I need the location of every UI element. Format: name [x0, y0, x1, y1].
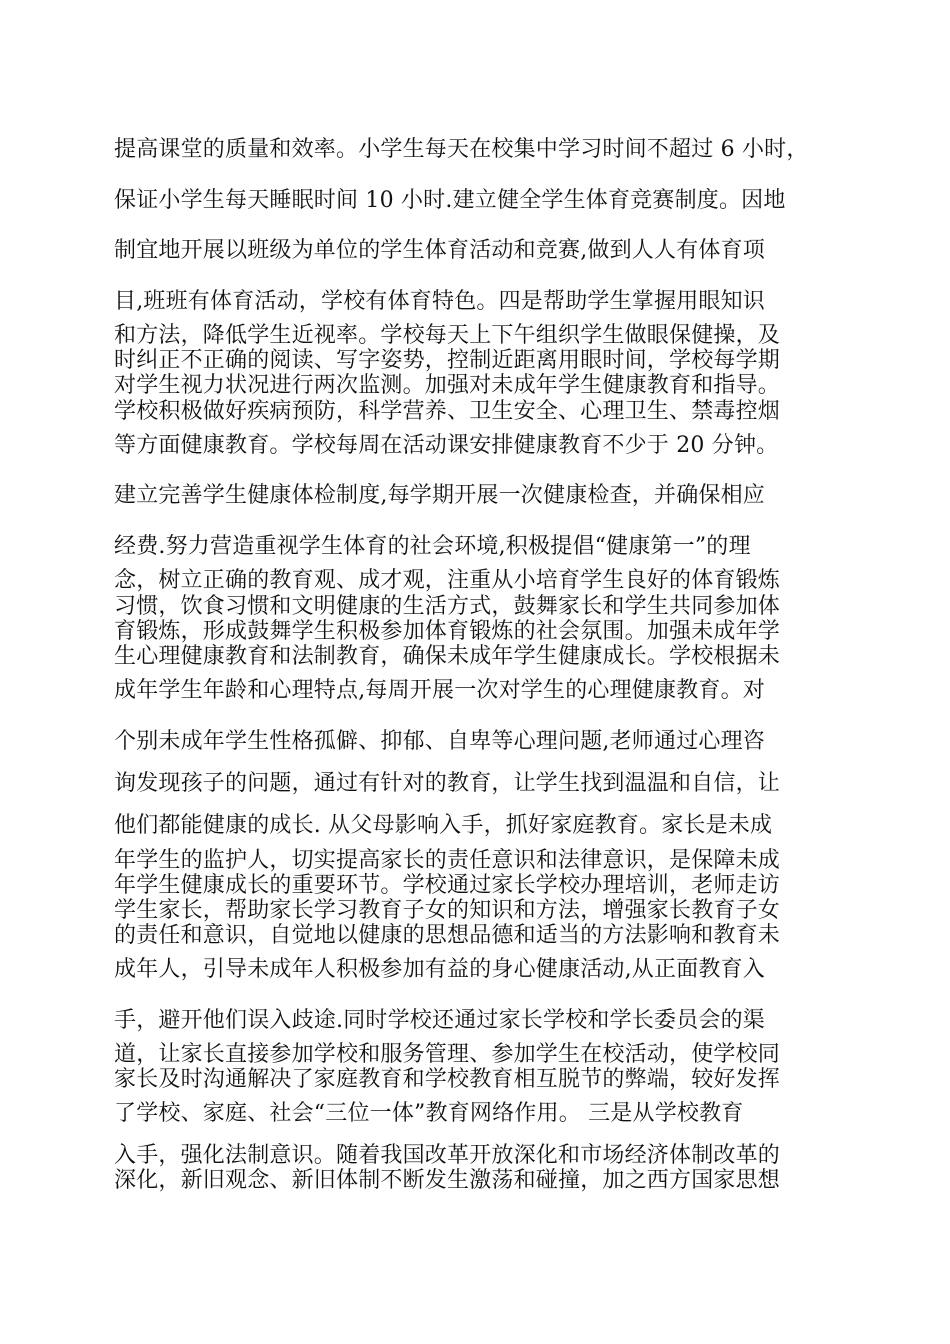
text-line: 年学生的监护人，切实提高家长的责任意识和法律意识，是保障未成 — [114, 848, 781, 873]
text-line: 入手，强化法制意识。随着我国改革开放深化和市场经济体制改革的 — [114, 1143, 781, 1168]
text-line: 询发现孩子的问题，通过有针对的教育，让学生找到温温和自信，让 — [114, 771, 781, 796]
text-line: 等方面健康教育。学校每周在活动课安排健康教育不少于 20 分钟。 — [114, 433, 779, 458]
text-line: 和方法，降低学生近视率。学校每天上下午组织学生做眼保健操，及 — [114, 323, 781, 348]
text-line: 学生家长，帮助家长学习教育子女的知识和方法，增强家长教育子女 — [114, 898, 781, 923]
text-line: 育锻炼，形成鼓舞学生积极参加体育锻炼的社会氛围。加强未成年学 — [114, 619, 781, 644]
text-line: 个别未成年学生性格孤僻、抑郁、自卑等心理问题,老师通过心理咨 — [114, 729, 765, 754]
text-line: 对学生视力状况进行两次监测。加强对未成年学生健康教育和指导。 — [114, 373, 781, 398]
text-line: 时纠正不正确的阅读、写字姿势，控制近距离用眼时间，学校每学期 — [114, 348, 781, 373]
text-line: 建立完善学生健康体检制度,每学期开展一次健康检查，并确保相应 — [114, 483, 765, 508]
text-line: 成年学生年龄和心理特点,每周开展一次对学生的心理健康教育。对 — [114, 678, 765, 703]
text-line: 深化，新旧观念、新旧体制不断发生激荡和碰撞，加之西方国家思想 — [114, 1168, 781, 1193]
text-line: 家长及时沟通解决了家庭教育和学校教育相互脱节的弊端，较好发挥 — [114, 1067, 781, 1092]
text-line: 的责任和意识，自觉地以健康的思想品德和适当的方法影响和教育未 — [114, 923, 781, 948]
text-line: 制宜地开展以班级为单位的学生体育活动和竞赛,做到人人有体育项 — [114, 238, 765, 263]
text-line: 道，让家长直接参加学校和服务管理、参加学生在校活动，使学校同 — [114, 1042, 781, 1067]
text-line: 学校积极做好疾病预防，科学营养、卫生安全、心理卫生、禁毒控烟 — [114, 399, 781, 424]
text-line: 成年人，引导未成年人积极参加有益的身心健康活动,从正面教育入 — [114, 957, 765, 982]
text-line: 生心理健康教育和法制教育，确保未成年学生健康成长。学校根据未 — [114, 644, 781, 669]
text-line: 习惯，饮食习惯和文明健康的生活方式，鼓舞家长和学生共同参加体 — [114, 594, 781, 619]
text-line: 保证小学生每天睡眠时间 10 小时.建立健全学生体育竞赛制度。因地 — [114, 188, 786, 213]
text-line: 年学生健康成长的重要环节。学校通过家长学校办理培训，老师走访 — [114, 873, 781, 898]
text-line: 他们都能健康的成长. 从父母影响入手，抓好家庭教育。家长是未成 — [114, 813, 773, 838]
text-line: 念，树立正确的教育观、成才观，注重从小培育学生良好的体育锻炼 — [114, 568, 781, 593]
text-line: 经费.努力营造重视学生体育的社会环境,积极提倡“健康第一”的理 — [114, 534, 751, 559]
text-line: 目,班班有体育活动，学校有体育特色。四是帮助学生掌握用眼知识 — [114, 289, 765, 314]
text-line: 提高课堂的质量和效率。小学生每天在校集中学习时间不超过 6 小时， — [114, 137, 809, 162]
text-line: 了学校、家庭、社会“三位一体”教育网络作用。 三是从学校教育 — [114, 1101, 744, 1126]
text-line: 手，避开他们误入歧途.同时学校还通过家长学校和学长委员会的渠 — [114, 1008, 765, 1033]
